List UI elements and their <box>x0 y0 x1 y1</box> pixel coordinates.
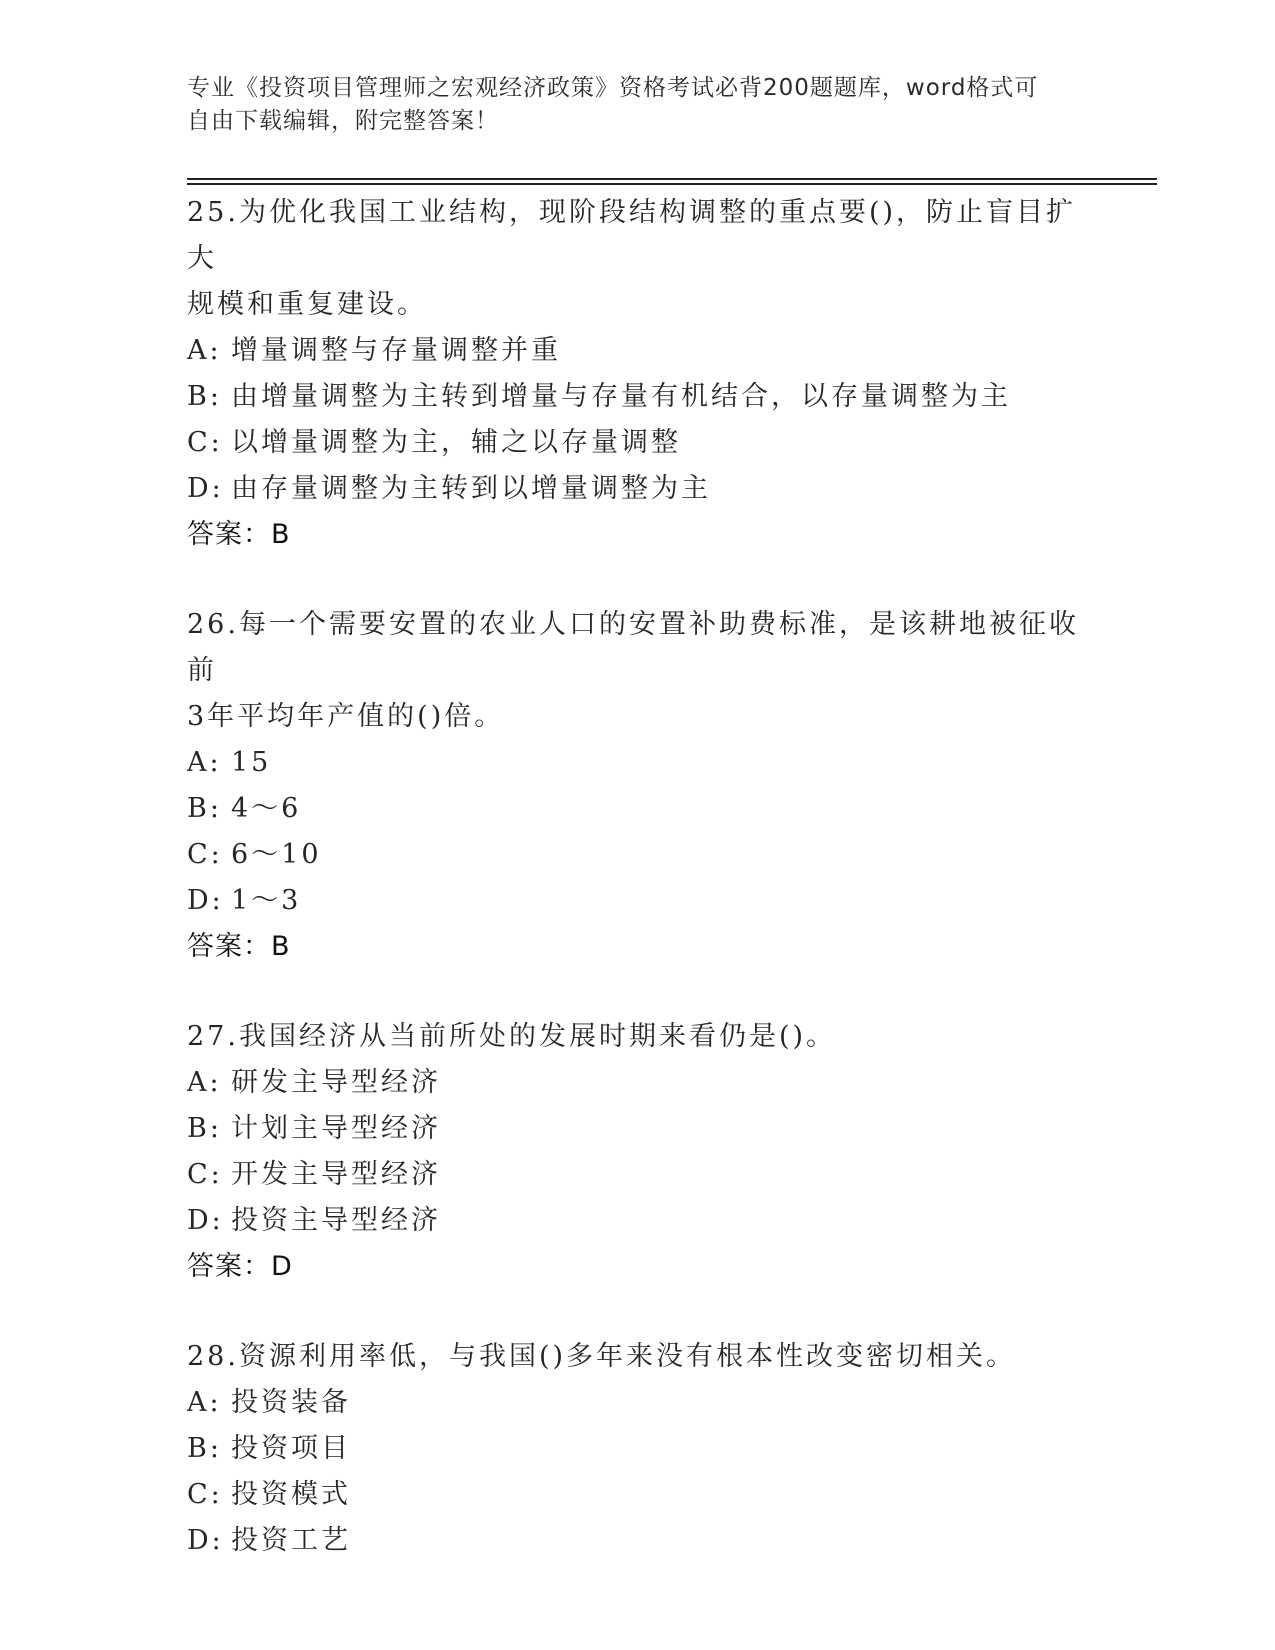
option-c <box>187 1152 1087 1198</box>
option-a <box>187 328 1087 374</box>
option-text: 15 <box>231 747 272 778</box>
option-letter: B: <box>187 381 222 412</box>
option-text: 由存量调整为主转到以增量调整为主 <box>231 473 711 504</box>
option-b <box>187 1106 1087 1152</box>
question-list <box>187 190 1087 1564</box>
option-b <box>187 786 1087 832</box>
option-text: 投资工艺 <box>231 1525 351 1556</box>
option-letter: A: <box>187 1387 222 1418</box>
question-text-line: 26.每一个需要安置的农业人口的安置补助费标准，是该耕地被征收前 <box>187 609 1079 686</box>
option-d <box>187 878 1087 924</box>
question-text-line: 28.资源利用率低，与我国()多年来没有根本性改变密切相关。 <box>187 1341 1017 1372</box>
answer-label: 答案：D <box>187 1251 293 1282</box>
option-a <box>187 1380 1087 1426</box>
option-letter: B: <box>187 1113 222 1144</box>
option-text: 研发主导型经济 <box>231 1067 441 1098</box>
question-text-line: 3年平均年产值的()倍。 <box>187 701 505 732</box>
option-a <box>187 740 1087 786</box>
option-text: 6～10 <box>231 839 322 870</box>
document-header <box>187 72 1087 138</box>
question-item <box>187 190 1087 558</box>
option-letter: D: <box>187 1205 224 1236</box>
option-text: 投资模式 <box>231 1479 351 1510</box>
question-text-line: 27.我国经济从当前所处的发展时期来看仍是()。 <box>187 1021 837 1052</box>
option-c <box>187 832 1087 878</box>
header-divider-top <box>187 178 1157 180</box>
question-spacer <box>187 558 1087 602</box>
option-letter: D: <box>187 1525 224 1556</box>
option-text: 由增量调整为主转到增量与存量有机结合，以存量调整为主 <box>231 381 1011 412</box>
option-text: 投资项目 <box>231 1433 351 1464</box>
option-c <box>187 420 1087 466</box>
header-divider-bottom <box>187 183 1157 185</box>
option-text: 4～6 <box>231 793 302 824</box>
answer-label: 答案：B <box>187 931 291 962</box>
option-text: 投资主导型经济 <box>231 1205 441 1236</box>
option-letter: D: <box>187 473 224 504</box>
answer-label: 答案：B <box>187 519 291 550</box>
option-b <box>187 1426 1087 1472</box>
option-letter: C: <box>187 1479 223 1510</box>
option-text: 1～3 <box>231 885 302 916</box>
option-text: 以增量调整为主，辅之以存量调整 <box>231 427 681 458</box>
option-letter: C: <box>187 427 223 458</box>
header-line-2: 自由下载编辑，附完整答案！ <box>187 108 499 134</box>
question-text-line: 规模和重复建设。 <box>187 289 427 320</box>
question-item <box>187 1334 1087 1564</box>
question-spacer <box>187 1290 1087 1334</box>
option-d <box>187 1518 1087 1564</box>
option-letter: A: <box>187 747 222 778</box>
option-c <box>187 1472 1087 1518</box>
option-letter: D: <box>187 885 224 916</box>
option-a <box>187 1060 1087 1106</box>
question-item <box>187 602 1087 970</box>
option-text: 投资装备 <box>231 1387 351 1418</box>
question-spacer <box>187 970 1087 1014</box>
option-b <box>187 374 1087 420</box>
header-line-1: 专业《投资项目管理师之宏观经济政策》资格考试必背200题题库，word格式可 <box>187 75 1039 101</box>
option-letter: B: <box>187 1433 222 1464</box>
option-d <box>187 1198 1087 1244</box>
option-d <box>187 466 1087 512</box>
option-letter: C: <box>187 1159 223 1190</box>
option-text: 开发主导型经济 <box>231 1159 441 1190</box>
option-letter: A: <box>187 335 222 366</box>
question-text-line: 25.为优化我国工业结构，现阶段结构调整的重点要()，防止盲目扩大 <box>187 197 1077 274</box>
option-text: 增量调整与存量调整并重 <box>231 335 561 366</box>
option-letter: B: <box>187 793 222 824</box>
option-letter: A: <box>187 1067 222 1098</box>
option-text: 计划主导型经济 <box>231 1113 441 1144</box>
question-item <box>187 1014 1087 1290</box>
option-letter: C: <box>187 839 223 870</box>
